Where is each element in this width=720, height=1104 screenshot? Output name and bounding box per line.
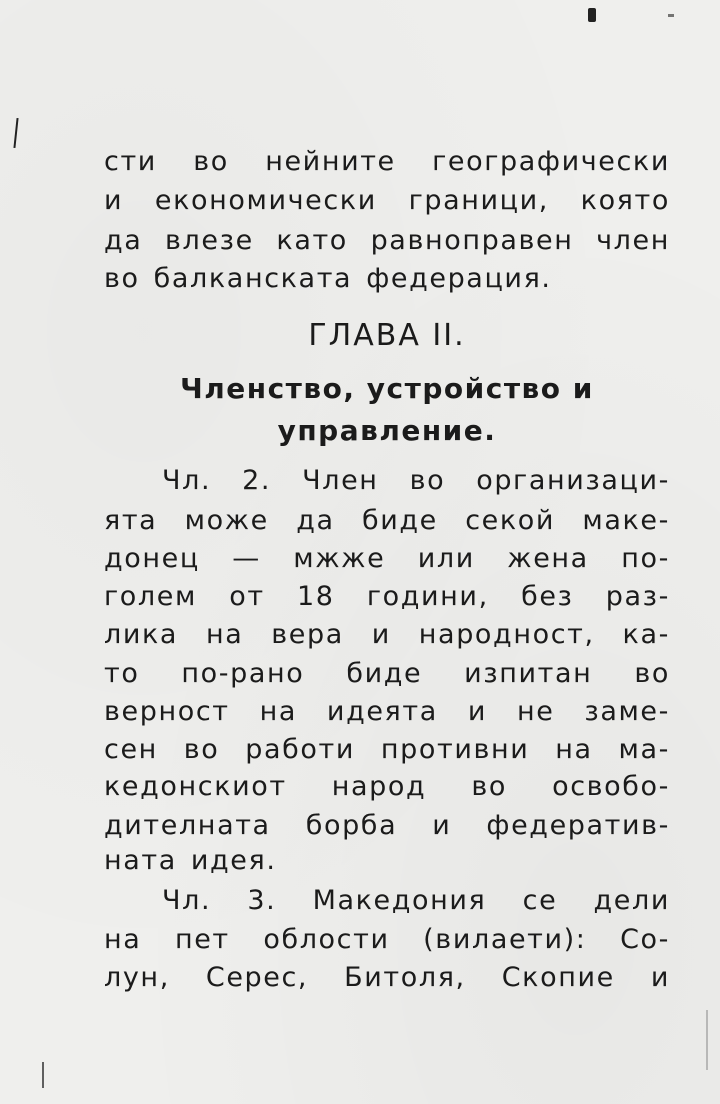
word: противни [380,734,530,765]
word: мжже [293,543,386,574]
paragraph-line [104,186,670,216]
word: — [232,543,261,574]
word: на [104,924,142,955]
word: во [409,465,446,496]
word: федерация. [366,263,552,294]
word: и [371,619,391,650]
word: равноправен [370,225,574,256]
word: Македония [312,885,487,916]
word: Со- [620,924,670,955]
word: и [650,962,670,993]
word: организаци- [476,465,670,496]
word: облости [263,924,390,955]
word: 3. [247,885,277,916]
paragraph-line [104,226,670,256]
word: то [104,658,140,689]
word: влезе [165,225,254,256]
word: без [521,581,574,612]
word: може [184,505,269,536]
article-2-line [104,846,670,876]
word: сен [104,734,158,765]
word: вера [271,619,344,650]
word: биде [361,505,438,536]
word: Член [302,465,379,496]
word: во [183,734,220,765]
word: народност, [418,619,595,650]
word: раз- [605,581,670,612]
word: во [471,771,508,802]
article-2-line [162,466,670,496]
word: работи [245,734,356,765]
word: и [432,810,452,841]
word: кедонскиот [104,771,287,802]
word: пет [174,924,230,955]
word: ка- [622,619,670,650]
word: Чл. [162,885,212,916]
word: нейните [265,146,396,177]
article-3-line [104,925,670,955]
word: не [516,696,555,727]
word: заме- [584,696,670,727]
word: която [580,185,670,216]
word: дителната [104,810,271,841]
word: член [596,225,670,256]
word: освобо- [552,771,670,802]
word: да [104,225,143,256]
word: секой [465,505,556,536]
word: лун, [104,962,170,993]
scan-mark-right-edge [706,1010,708,1070]
word: да [296,505,335,536]
document-text [104,0,670,1104]
section-title-line-2: управление. [277,414,497,447]
word: Скопие [501,962,615,993]
word: економически [154,185,377,216]
scan-mark-left [13,118,18,148]
word: биде [346,658,423,689]
word: во [104,263,140,294]
word: балканската [153,263,353,294]
chapter-heading: ГЛАВА II. [308,318,466,353]
article-2-line [104,620,670,650]
word: во [634,658,670,689]
word: Чл. [162,465,212,496]
word: граници, [408,185,549,216]
article-3-line [104,963,670,993]
word: федератив- [486,810,670,841]
word: ната [104,845,177,876]
word: маке- [582,505,670,536]
word: по-рано [181,658,305,689]
word: Битоля, [344,962,466,993]
word: по- [621,543,670,574]
word: и [104,185,124,216]
article-2-line [104,659,670,689]
word: сти [104,146,157,177]
word: ма- [618,734,670,765]
word: народ [331,771,427,802]
section-title-line-1: Членство, устройство и [180,372,594,405]
article-2-line [104,811,670,841]
article-2-line [104,697,670,727]
paragraph-line [104,147,670,177]
word: се [522,885,558,916]
word: верност [104,696,230,727]
word: като [276,225,348,256]
paragraph-line [104,264,670,294]
word: или [417,543,475,574]
word: (вилаети): [423,924,587,955]
word: изпитан [464,658,593,689]
word: на [205,619,244,650]
word: борба [305,810,398,841]
word: во [193,146,229,177]
word: 18 [297,581,335,612]
word: донец [104,543,200,574]
article-2-line [104,582,670,612]
article-2-line [104,544,670,574]
word: идея. [190,845,277,876]
word: ята [104,505,158,536]
article-2-line [104,735,670,765]
word: от [229,581,265,612]
word: на [259,696,297,727]
word: голем [104,581,197,612]
word: Серес, [205,962,309,993]
article-3-line [162,886,670,916]
article-2-line [104,772,670,802]
word: лика [104,619,179,650]
word: и [467,696,487,727]
word: 2. [242,465,272,496]
scan-mark-bottom-left [42,1062,44,1088]
word: дели [593,885,670,916]
word: на [555,734,593,765]
word: жена [507,543,589,574]
word: идеята [326,696,438,727]
word: години, [366,581,489,612]
word: географически [432,146,670,177]
article-2-line [104,506,670,536]
